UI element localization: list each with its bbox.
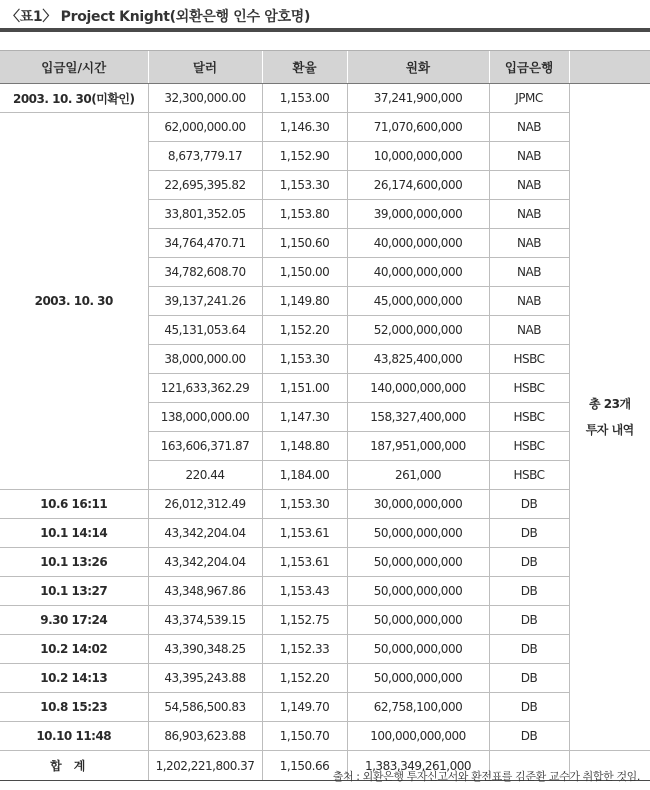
transfer-table — [0, 50, 650, 781]
cell-bank: NAB — [489, 171, 569, 200]
cell-bank: HSBC — [489, 461, 569, 490]
cell-rate: 1,153.30 — [262, 345, 347, 374]
table-row — [0, 113, 650, 142]
cell-krw: 43,825,400,000 — [347, 345, 489, 374]
cell-krw: 45,000,000,000 — [347, 287, 489, 316]
cell-bank: DB — [489, 664, 569, 693]
cell-usd: 32,300,000.00 — [148, 84, 262, 113]
cell-usd: 43,342,204.04 — [148, 548, 262, 577]
cell-usd: 163,606,371.87 — [148, 432, 262, 461]
table-row — [0, 490, 650, 519]
header-bank: 입금은행 — [489, 51, 569, 84]
cell-usd: 8,673,779.17 — [148, 142, 262, 171]
note-line1: 총 23개 — [588, 397, 631, 411]
cell-rate: 1,150.70 — [262, 722, 347, 751]
cell-bank: DB — [489, 577, 569, 606]
cell-date: 10.1 13:27 — [0, 577, 148, 606]
cell-group-date: 2003. 10. 30 — [0, 113, 148, 490]
cell-rate: 1,153.61 — [262, 548, 347, 577]
cell-rate: 1,146.30 — [262, 113, 347, 142]
table-row — [0, 577, 650, 606]
cell-rate: 1,153.30 — [262, 490, 347, 519]
table-row — [0, 548, 650, 577]
cell-krw: 30,000,000,000 — [347, 490, 489, 519]
cell-bank: HSBC — [489, 432, 569, 461]
cell-date: 10.6 16:11 — [0, 490, 148, 519]
cell-usd: 22,695,395.82 — [148, 171, 262, 200]
cell-bank: DB — [489, 606, 569, 635]
cell-rate: 1,152.90 — [262, 142, 347, 171]
cell-krw: 71,070,600,000 — [347, 113, 489, 142]
table-row — [0, 635, 650, 664]
cell-usd: 38,000,000.00 — [148, 345, 262, 374]
cell-usd: 43,390,348.25 — [148, 635, 262, 664]
cell-krw: 40,000,000,000 — [347, 258, 489, 287]
table-row — [0, 84, 650, 113]
cell-usd: 43,348,967.86 — [148, 577, 262, 606]
cell-date: 9.30 17:24 — [0, 606, 148, 635]
cell-bank: DB — [489, 693, 569, 722]
cell-bank: NAB — [489, 287, 569, 316]
header-note — [569, 51, 650, 84]
cell-krw: 50,000,000,000 — [347, 548, 489, 577]
table-row — [0, 664, 650, 693]
cell-krw: 50,000,000,000 — [347, 664, 489, 693]
cell-usd: 26,012,312.49 — [148, 490, 262, 519]
cell-krw: 40,000,000,000 — [347, 229, 489, 258]
cell-rate: 1,150.00 — [262, 258, 347, 287]
header-rate: 환율 — [262, 51, 347, 84]
cell-usd: 43,395,243.88 — [148, 664, 262, 693]
cell-usd: 121,633,362.29 — [148, 374, 262, 403]
cell-krw: 261,000 — [347, 461, 489, 490]
cell-rate: 1,148.80 — [262, 432, 347, 461]
cell-rate: 1,153.80 — [262, 200, 347, 229]
cell-usd: 43,374,539.15 — [148, 606, 262, 635]
cell-bank: HSBC — [489, 403, 569, 432]
cell-rate: 1,150.60 — [262, 229, 347, 258]
cell-bank: HSBC — [489, 345, 569, 374]
cell-rate: 1,152.20 — [262, 664, 347, 693]
cell-usd: 43,342,204.04 — [148, 519, 262, 548]
cell-bank: NAB — [489, 258, 569, 287]
cell-rate: 1,152.75 — [262, 606, 347, 635]
cell-usd: 86,903,623.88 — [148, 722, 262, 751]
table-row — [0, 693, 650, 722]
cell-usd: 39,137,241.26 — [148, 287, 262, 316]
cell-rate: 1,149.70 — [262, 693, 347, 722]
cell-rate: 1,152.20 — [262, 316, 347, 345]
cell-bank: NAB — [489, 316, 569, 345]
cell-usd: 33,801,352.05 — [148, 200, 262, 229]
cell-bank: HSBC — [489, 374, 569, 403]
header-krw: 원화 — [347, 51, 489, 84]
cell-rate: 1,147.30 — [262, 403, 347, 432]
cell-krw: 50,000,000,000 — [347, 577, 489, 606]
cell-krw: 187,951,000,000 — [347, 432, 489, 461]
cell-usd: 34,782,608.70 — [148, 258, 262, 287]
cell-krw: 10,000,000,000 — [347, 142, 489, 171]
cell-bank: NAB — [489, 200, 569, 229]
cell-bank: DB — [489, 490, 569, 519]
cell-date: 10.2 14:13 — [0, 664, 148, 693]
total-rate: 1,150.66 — [262, 751, 347, 781]
note-line2: 투자 내역 — [585, 423, 634, 437]
table-row — [0, 519, 650, 548]
cell-usd: 62,000,000.00 — [148, 113, 262, 142]
cell-rate: 1,151.00 — [262, 374, 347, 403]
total-label: 합계 — [0, 751, 148, 781]
title-rule — [0, 28, 650, 32]
cell-rate: 1,153.43 — [262, 577, 347, 606]
cell-krw: 50,000,000,000 — [347, 606, 489, 635]
cell-rate: 1,184.00 — [262, 461, 347, 490]
cell-bank: DB — [489, 548, 569, 577]
cell-bank: NAB — [489, 142, 569, 171]
cell-krw: 100,000,000,000 — [347, 722, 489, 751]
cell-rate: 1,152.33 — [262, 635, 347, 664]
cell-bank: DB — [489, 519, 569, 548]
cell-date: 10.1 13:26 — [0, 548, 148, 577]
cell-bank: NAB — [489, 113, 569, 142]
header-row — [0, 51, 650, 84]
cell-usd: 34,764,470.71 — [148, 229, 262, 258]
cell-bank: NAB — [489, 229, 569, 258]
cell-rate: 1,153.00 — [262, 84, 347, 113]
cell-usd: 45,131,053.64 — [148, 316, 262, 345]
source-note: 출처 : 외환은행 투자신고서와 환전표를 김준환 교수가 취합한 것임. — [332, 770, 640, 783]
cell-rate: 1,153.61 — [262, 519, 347, 548]
cell-krw: 158,327,400,000 — [347, 403, 489, 432]
total-krw: 1,383,349,261,000 — [347, 751, 489, 781]
cell-krw: 52,000,000,000 — [347, 316, 489, 345]
cell-krw: 26,174,600,000 — [347, 171, 489, 200]
header-date: 입금일/시간 — [0, 51, 148, 84]
cell-usd: 54,586,500.83 — [148, 693, 262, 722]
cell-krw: 50,000,000,000 — [347, 635, 489, 664]
note-cell — [569, 84, 650, 751]
cell-date: 10.8 15:23 — [0, 693, 148, 722]
cell-date: 10.1 14:14 — [0, 519, 148, 548]
total-usd: 1,202,221,800.37 — [148, 751, 262, 781]
table-row — [0, 722, 650, 751]
cell-bank: DB — [489, 635, 569, 664]
cell-krw: 39,000,000,000 — [347, 200, 489, 229]
cell-krw: 140,000,000,000 — [347, 374, 489, 403]
cell-usd: 138,000,000.00 — [148, 403, 262, 432]
cell-bank: JPMC — [489, 84, 569, 113]
header-usd: 달러 — [148, 51, 262, 84]
table-title: 〈표1〉 Project Knight(외환은행 인수 암호명) — [6, 9, 311, 25]
cell-usd: 220.44 — [148, 461, 262, 490]
cell-rate: 1,153.30 — [262, 171, 347, 200]
cell-rate: 1,149.80 — [262, 287, 347, 316]
cell-bank: DB — [489, 722, 569, 751]
cell-date: 10.10 11:48 — [0, 722, 148, 751]
cell-date: 10.2 14:02 — [0, 635, 148, 664]
cell-date: 2003. 10. 30(미확인) — [0, 84, 148, 113]
cell-krw: 62,758,100,000 — [347, 693, 489, 722]
table-row — [0, 606, 650, 635]
cell-krw: 50,000,000,000 — [347, 519, 489, 548]
cell-krw: 37,241,900,000 — [347, 84, 489, 113]
